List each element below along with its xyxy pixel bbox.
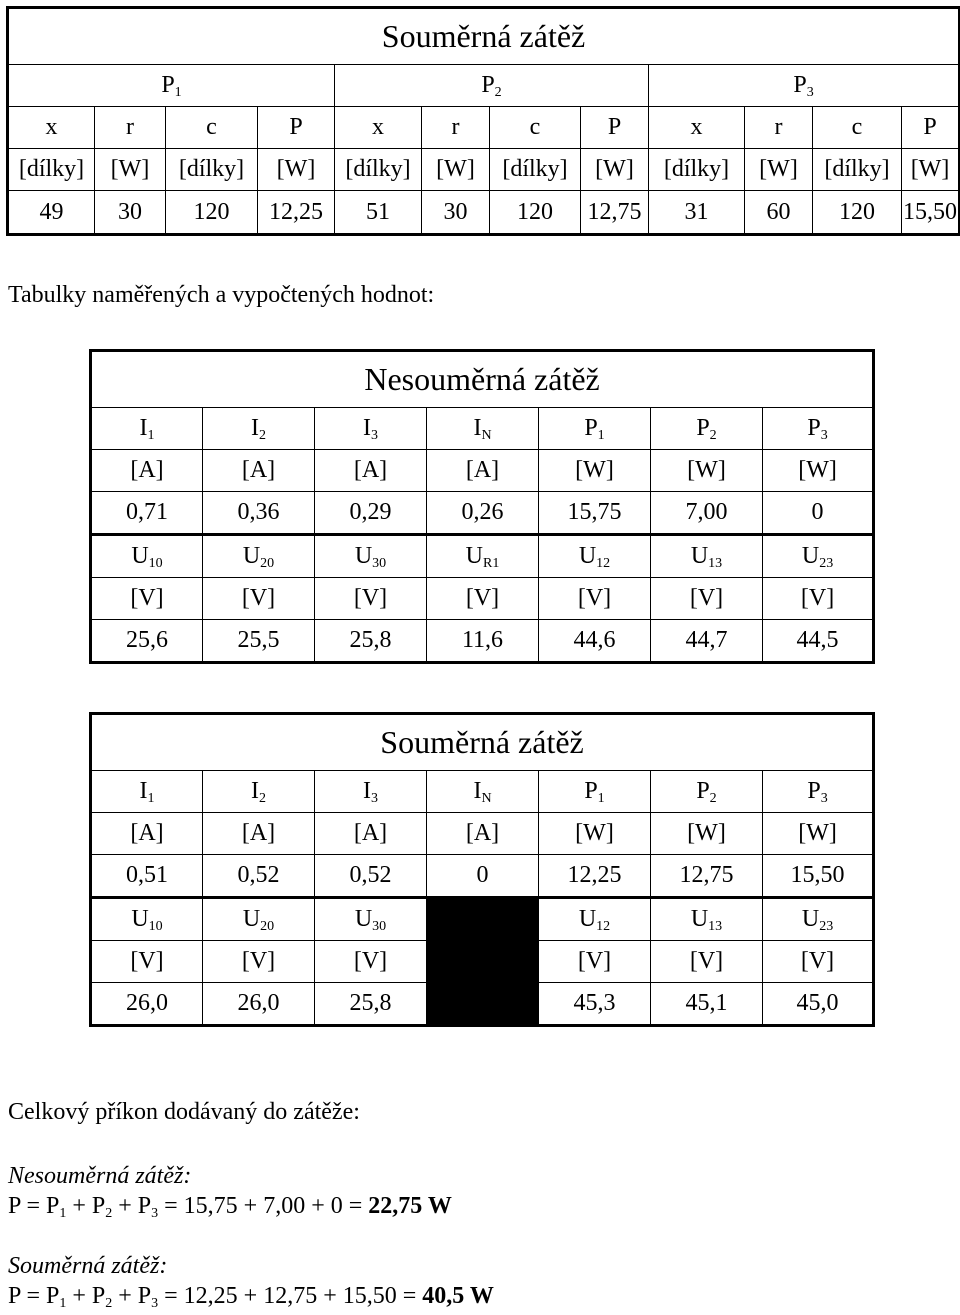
unit-cell: [W] <box>581 149 649 191</box>
unit-cell: [W] <box>651 450 763 492</box>
unit-cell: [W] <box>539 813 651 855</box>
value-cell: 30 <box>95 191 166 235</box>
symbol-cell: $U_{23}$ <box>763 898 874 941</box>
unit-cell: [V] <box>203 578 315 620</box>
group-header: $P_3$ <box>649 65 960 107</box>
symbol-cell: x <box>8 107 95 149</box>
value-cell: 26,0 <box>91 983 203 1026</box>
unit-cell: [W] <box>95 149 166 191</box>
symbol-cell: c <box>813 107 902 149</box>
symbol-cell: $U_{30}$ <box>315 898 427 941</box>
value-cell: 0 <box>763 492 874 535</box>
case-label-symmetric: Souměrná zátěž: <box>8 1253 168 1279</box>
symmetric-load-table <box>89 712 875 1027</box>
unit-cell: [V] <box>539 941 651 983</box>
unit-cell: [A] <box>427 813 539 855</box>
unit-cell: [dílky] <box>490 149 581 191</box>
unit-cell: [W] <box>651 813 763 855</box>
value-cell: 12,25 <box>258 191 335 235</box>
value-cell: 0,26 <box>427 492 539 535</box>
value-cell: 31 <box>649 191 745 235</box>
value-cell: 15,50 <box>763 855 874 898</box>
symbol-cell: $I_3$ <box>315 408 427 450</box>
value-cell: 0,29 <box>315 492 427 535</box>
asymmetric-load-table <box>89 349 875 664</box>
formula-result: 22,75 W <box>368 1193 452 1219</box>
unit-cell: [dílky] <box>166 149 258 191</box>
unit-cell: [W] <box>902 149 960 191</box>
unit-cell: [A] <box>315 450 427 492</box>
value-cell: 0,36 <box>203 492 315 535</box>
symbol-cell: $U_{R1}$ <box>427 535 539 578</box>
value-cell: 0,71 <box>91 492 203 535</box>
unit-cell: [A] <box>427 450 539 492</box>
symbol-cell: $P_3$ <box>763 771 874 813</box>
symbol-cell: r <box>745 107 813 149</box>
unit-cell: [dílky] <box>8 149 95 191</box>
symbol-cell: x <box>335 107 422 149</box>
unit-cell: [dílky] <box>649 149 745 191</box>
case-label-asymmetric: Nesouměrná zátěž: <box>8 1163 192 1189</box>
unit-cell: [W] <box>745 149 813 191</box>
value-cell: 0,51 <box>91 855 203 898</box>
symbol-cell: P <box>581 107 649 149</box>
formula-symmetric: $P = P_1 + P_2 + P_3 = 12,25 + 12,75 + 15,50 = 40,5$ W <box>8 1283 494 1311</box>
value-cell: 11,6 <box>427 620 539 663</box>
value-cell: 120 <box>490 191 581 235</box>
symbol-cell: $P_2$ <box>651 408 763 450</box>
symbol-cell: P <box>902 107 960 149</box>
unit-cell: [W] <box>763 450 874 492</box>
symbol-cell: c <box>490 107 581 149</box>
unit-cell: [A] <box>203 450 315 492</box>
formula-asymmetric: $P = P_1 + P_2 + P_3 = 15,75 + 7,00 + 0 = 22,75$ W <box>8 1193 452 1221</box>
unit-cell: [V] <box>651 578 763 620</box>
symbol-cell: $P_3$ <box>763 408 874 450</box>
symbol-cell: $P_2$ <box>651 771 763 813</box>
unit-cell: [V] <box>763 941 874 983</box>
value-cell: 120 <box>166 191 258 235</box>
value-cell: 25,8 <box>315 620 427 663</box>
unit-cell: [W] <box>539 450 651 492</box>
symbol-cell: $I_1$ <box>91 771 203 813</box>
unit-cell: [A] <box>203 813 315 855</box>
value-cell: 44,7 <box>651 620 763 663</box>
symbol-cell: $I_2$ <box>203 408 315 450</box>
symbol-cell: $P_1$ <box>539 408 651 450</box>
unit-cell: [A] <box>91 450 203 492</box>
value-cell: 0,52 <box>315 855 427 898</box>
value-cell: 25,5 <box>203 620 315 663</box>
symbol-cell: $I_3$ <box>315 771 427 813</box>
unit-cell: [A] <box>91 813 203 855</box>
symbol-cell: $U_{30}$ <box>315 535 427 578</box>
symbol-cell: $I_1$ <box>91 408 203 450</box>
value-cell: 0,52 <box>203 855 315 898</box>
symbol-cell: x <box>649 107 745 149</box>
unit-cell: [W] <box>258 149 335 191</box>
symbol-cell: $I_2$ <box>203 771 315 813</box>
tables-heading: Tabulky naměřených a vypočtených hodnot: <box>8 282 435 308</box>
group-header: $P_1$ <box>8 65 335 107</box>
unit-cell: [V] <box>651 941 763 983</box>
value-cell: 15,75 <box>539 492 651 535</box>
symbol-cell: $P_1$ <box>539 771 651 813</box>
total-power-heading: Celkový příkon dodávaný do zátěže: <box>8 1099 360 1125</box>
value-cell: 45,1 <box>651 983 763 1026</box>
value-cell: 12,75 <box>651 855 763 898</box>
unit-cell: [W] <box>422 149 490 191</box>
symbol-cell: $I_N$ <box>427 408 539 450</box>
group-header: $P_2$ <box>335 65 649 107</box>
symmetric-load-wattmeter-table <box>6 6 960 236</box>
value-cell: 26,0 <box>203 983 315 1026</box>
value-cell: 15,50 <box>902 191 960 235</box>
symbol-cell: $U_{23}$ <box>763 535 874 578</box>
value-cell: 30 <box>422 191 490 235</box>
unit-cell: [A] <box>315 813 427 855</box>
symbol-cell: $U_{13}$ <box>651 898 763 941</box>
symbol-cell: r <box>422 107 490 149</box>
value-cell: 25,8 <box>315 983 427 1026</box>
unit-cell: [V] <box>203 941 315 983</box>
value-cell: 44,5 <box>763 620 874 663</box>
value-cell: 25,6 <box>91 620 203 663</box>
symbol-cell: r <box>95 107 166 149</box>
value-cell: 45,3 <box>539 983 651 1026</box>
symbol-cell: c <box>166 107 258 149</box>
table-title: Souměrná zátěž <box>91 714 874 771</box>
value-cell: 0 <box>427 855 539 898</box>
table-title: Souměrná zátěž <box>8 8 960 65</box>
symbol-cell: $U_{20}$ <box>203 535 315 578</box>
unit-cell: [V] <box>763 578 874 620</box>
unit-cell: [dílky] <box>813 149 902 191</box>
value-cell: 51 <box>335 191 422 235</box>
unit-cell: [dílky] <box>335 149 422 191</box>
blacked-out-cell <box>427 898 539 1026</box>
unit-cell: [V] <box>91 941 203 983</box>
symbol-cell: $I_N$ <box>427 771 539 813</box>
symbol-cell: $U_{20}$ <box>203 898 315 941</box>
formula-result: 40,5 W <box>422 1283 494 1309</box>
value-cell: 12,25 <box>539 855 651 898</box>
symbol-cell: P <box>258 107 335 149</box>
value-cell: 45,0 <box>763 983 874 1026</box>
symbol-cell: $U_{12}$ <box>539 898 651 941</box>
value-cell: 7,00 <box>651 492 763 535</box>
unit-cell: [V] <box>315 941 427 983</box>
value-cell: 120 <box>813 191 902 235</box>
symbol-cell: $U_{12}$ <box>539 535 651 578</box>
unit-cell: [V] <box>315 578 427 620</box>
unit-cell: [V] <box>539 578 651 620</box>
value-cell: 44,6 <box>539 620 651 663</box>
unit-cell: [V] <box>91 578 203 620</box>
symbol-cell: $U_{10}$ <box>91 898 203 941</box>
value-cell: 60 <box>745 191 813 235</box>
table-title: Nesouměrná zátěž <box>91 351 874 408</box>
value-cell: 12,75 <box>581 191 649 235</box>
unit-cell: [W] <box>763 813 874 855</box>
symbol-cell: $U_{10}$ <box>91 535 203 578</box>
value-cell: 49 <box>8 191 95 235</box>
unit-cell: [V] <box>427 578 539 620</box>
symbol-cell: $U_{13}$ <box>651 535 763 578</box>
